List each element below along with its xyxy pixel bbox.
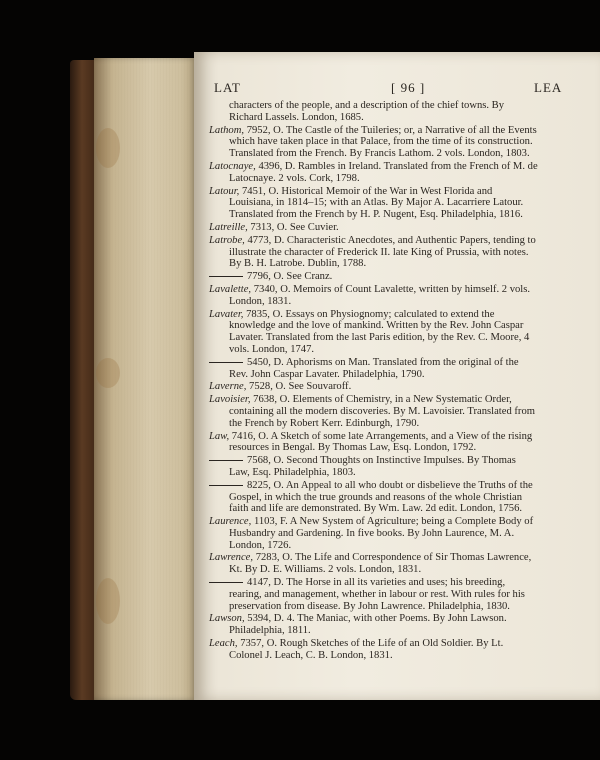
book [70,52,600,704]
catalog-page [194,52,600,700]
ditto-dash [209,276,243,277]
ditto-dash [209,582,243,583]
entry-text: 4396, D. Rambles in Ireland. Translated from the French of M. de Latocnaye. 2 vols. Cork, 1798. [229,160,538,184]
entry-text: 7952, O. The Castle of the Tuileries; or, a Narrative of all the Events which have taken place in that Palace, from the time of its construction. Translated from the French. By Francis Lathom. 2 vols. London, 1803. [229,124,537,160]
page-number: [ 96 ] [391,80,426,95]
ditto-dash [209,362,243,363]
entry-headword: Latrobe, [209,234,245,246]
catalog-entry [209,235,539,270]
catalog-entry [209,222,539,234]
catalog-entry [209,357,539,381]
entry-text: 7313, O. See Cuvier. [250,221,339,233]
catalog-entry [209,284,539,308]
entry-text: 4147, D. The Horse in all its varieties and uses; his breeding, rearing, and management, whether in labour or rest. With rules for his preservation from disease. By John Lawrence. Philadelphia, 1830. [229,577,525,612]
entry-text: 5394, D. 4. The Maniac, with other Poems. By John Lawson. Philadelphia, 1811. [229,613,507,637]
entry-text: 4773, D. Characteristic Anecdotes, and Authentic Papers, tending to illustrate the character of Frederick II. late King of Prussia, with notes. By B. H. Latrobe. Dublin, 1788. [229,234,536,270]
entry-headword: Lavalette, [209,283,252,295]
running-head [194,80,600,98]
catalog-entries [209,100,539,663]
running-head-right: LEA [534,80,563,95]
entry-headword: Lawrence, [209,552,254,564]
entry-text: 7528, O. See Souvaroff. [249,381,352,393]
entry-headword: Latour, [209,185,240,197]
entry-text: 7451, O. Historical Memoir of the War in West Florida and Louisiana, in 1814–15; with an Atlas. By Major A. Lacarriere Latour. Translated from the French by H. P. Nugent, Esq. Philadelphia, 1816. [229,185,524,221]
stain [96,358,120,388]
stain [96,128,120,168]
entry-text: 7568, O. Second Thoughts on Instinctive Impulses. By Thomas Law, Esq. Philadelphia, 1803. [229,455,516,478]
catalog-entry [209,186,539,221]
entry-text: 8225, O. An Appeal to all who doubt or disbelieve the Truths of the Gospel, in which the true grounds and reasons of the whole Christian faith and life are demonstrated. By Wm. Law. 2d edit. London, 1756. [229,479,533,515]
catalog-entry [209,552,539,576]
page-edges [94,58,196,700]
entry-headword: Lathom, [209,124,245,136]
entry-headword: Laurence, [209,516,252,528]
entry-text: 7638, O. Elements of Chemistry, in a New Systematic Order, containing all the modern discoveries. By M. Lavoisier. Translated from the French by Robert Kerr. Edinburgh, 1790. [229,394,535,429]
catalog-entry [209,613,539,637]
entry-text: 1103, F. A New System of Agriculture; being a Complete Body of Husbandry and Gardening. In five books. By John Laurence, M. A. London, 1726. [229,516,534,551]
catalog-entry [209,394,539,429]
entry-text: 7340, O. Memoirs of Count Lavalette, written by himself. 2 vols. London, 1831. [229,283,531,307]
catalog-entry [209,516,539,551]
entry-headword: Law, [209,430,230,442]
catalog-entry [209,577,539,612]
stain [96,578,120,624]
entry-text: 7835, O. Essays on Physiognomy; calculated to extend the knowledge and the love of mankind. Written by the Rev. John Caspar Lavater. Translated from the last Paris edition, by the Rev. C. Moore, 4 vols. London, 1747. [229,308,530,355]
catalog-entry [209,480,539,515]
catalog-entry [209,309,539,356]
catalog-entry [209,455,539,479]
catalog-entry [209,431,539,455]
entry-headword: Latocnaye, [209,160,256,172]
catalog-entry [209,125,539,160]
entry-headword: Laverne, [209,381,247,393]
catalog-entry [209,161,539,185]
entry-text: 7796, O. See Cranz. [247,271,333,283]
catalog-entry [209,271,539,283]
entry-text: characters of the people, and a description of the chief towns. By Richard Lassels. London, 1685. [229,100,505,123]
catalog-entry [209,638,539,662]
ditto-dash [209,460,243,461]
entry-text: 7357, O. Rough Sketches of the Life of an Old Soldier. By Lt. Colonel J. Leach, C. B. London, 1831. [229,638,504,661]
running-head-left: LAT [214,80,241,95]
entry-headword: Latreille, [209,221,248,233]
entry-headword: Leach, [209,638,238,650]
catalog-entry [209,381,539,393]
catalog-entry [209,100,539,124]
entry-headword: Lavater, [209,308,244,320]
entry-text: 5450, D. Aphorisms on Man. Translated from the original of the Rev. John Caspar Lavater. Philadelphia, 1790. [229,356,519,380]
entry-text: 7416, O. A Sketch of some late Arrangements, and a View of the rising resources in Bengal. By Thomas Law, Esq. London, 1792. [229,430,533,454]
ditto-dash [209,485,243,486]
entry-headword: Lavoisier, [209,394,251,406]
entry-headword: Lawson, [209,613,245,625]
entry-text: 7283, O. The Life and Correspondence of Sir Thomas Lawrence, Kt. By D. E. Williams. 2 vols. London, 1831. [229,552,532,576]
